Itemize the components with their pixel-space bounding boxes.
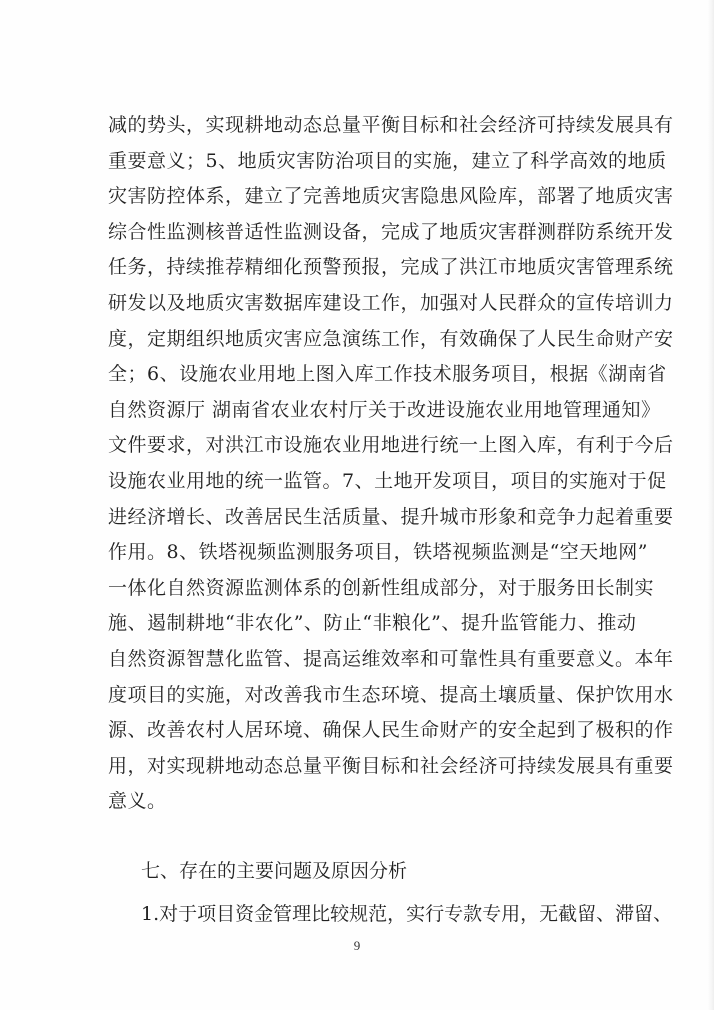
paragraph-line: 度项目的实施，对改善我市生态环境、提高土壤质量、保护饮用水 bbox=[108, 683, 674, 706]
paragraph-line: 施、遏制耕地“非农化”、防止“非粮化”、提升监管能力、推动 bbox=[108, 612, 637, 635]
paragraph-line: 重要意义；5、地质灾害防治项目的实施，建立了科学高效的地质 bbox=[108, 149, 667, 172]
paragraph-line: 文件要求，对洪江市设施农业用地进行统一上图入库，有利于今后 bbox=[108, 434, 674, 457]
page-number: 9 bbox=[353, 938, 361, 953]
paragraph-line: 综合性监测核普适性监测设备，完成了地质灾害群测群防系统开发 bbox=[108, 220, 674, 243]
paragraph-line: 度，定期组织地质灾害应急演练工作，有效确保了人民生命财产安 bbox=[108, 327, 674, 350]
body-paragraph bbox=[108, 108, 674, 820]
paragraph-line: 源、改善农村人居环境、确保人民生命财产的安全起到了极积的作 bbox=[108, 719, 674, 742]
paragraph-line: 一体化自然资源监测体系的创新性组成部分，对于服务田长制实 bbox=[108, 576, 655, 599]
paragraph-line: 设施农业用地的统一监管。7、土地开发项目，项目的实施对于促 bbox=[108, 469, 667, 492]
paragraph-line: 减的势头，实现耕地动态总量平衡目标和社会经济可持续发展具有 bbox=[108, 114, 674, 136]
section-heading: 七、存在的主要问题及原因分析 bbox=[141, 860, 408, 882]
paragraph-line: 全；6、设施农业用地上图入库工作技术服务项目，根据《湖南省 bbox=[108, 363, 667, 386]
paragraph-line: 意义。 bbox=[108, 790, 167, 813]
paragraph-line: 研发以及地质灾害数据库建设工作，加强对人民群众的宣传培训力 bbox=[108, 291, 674, 314]
paragraph-line: 自然资源厅 湖南省农业农村厅关于改进设施农业用地管理通知》 bbox=[108, 398, 661, 421]
paragraph-line: 灾害防控体系，建立了完善地质灾害隐患风险库，部署了地质灾害 bbox=[108, 185, 674, 208]
paragraph-line: 任务，持续推荐精细化预警预报，完成了洪江市地质灾害管理系统 bbox=[108, 256, 674, 279]
paragraph-line: 用，对实现耕地动态总量平衡目标和社会经济可持续发展具有重要 bbox=[108, 754, 674, 777]
paragraph-line: 作用。8、铁塔视频监测服务项目，铁塔视频监测是“空天地网” bbox=[108, 541, 649, 564]
next-paragraph-line: 1.对于项目资金管理比较规范，实行专款专用，无截留、滞留、 bbox=[141, 903, 673, 925]
scan-edge-shadow bbox=[708, 0, 714, 1010]
paragraph-line: 进经济增长、改善居民生活质量、提升城市形象和竞争力起着重要 bbox=[108, 505, 674, 528]
paragraph-line: 自然资源智慧化监管、提高运维效率和可靠性具有重要意义。本年 bbox=[108, 647, 674, 670]
